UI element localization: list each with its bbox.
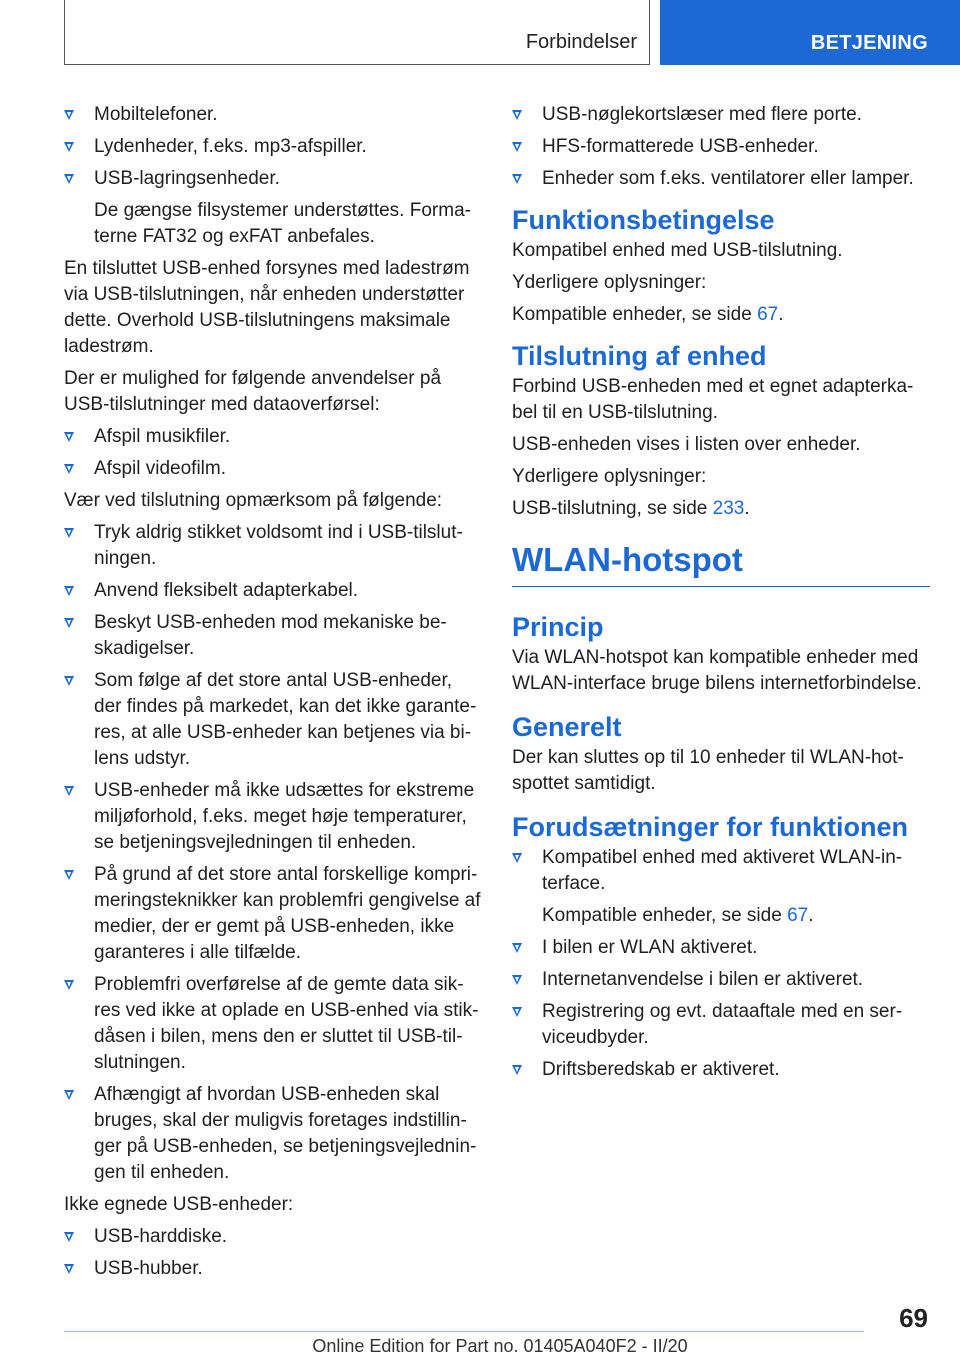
list-item: Registrering og evt. dataaftale med en serviceudbyder. <box>512 999 930 1051</box>
bullet-triangle-icon <box>512 975 522 985</box>
list-item: USB-hubber. <box>64 1256 482 1282</box>
paragraph: USB-enheden vises i listen over enheder. <box>512 434 861 455</box>
page-link[interactable]: 67 <box>757 304 779 325</box>
list-item: I bilen er WLAN aktiveret. <box>512 935 930 961</box>
compatible-note: Kompatible enheder, se side 67. <box>542 905 814 926</box>
bullet-triangle-icon <box>64 174 74 184</box>
bullet-triangle-icon <box>512 174 522 184</box>
heading-tilslutning: Tilslutning af enhed <box>512 341 767 371</box>
header-section-title: Forbindelser <box>525 31 637 53</box>
bullet-triangle-icon <box>64 110 74 120</box>
page-link[interactable]: 67 <box>787 905 809 926</box>
paragraph: Forbind USB-enheden med et egnet adapterkabel til en USB-tilslutning. <box>512 376 914 423</box>
heading-generelt: Generelt <box>512 712 622 742</box>
bullet-triangle-icon <box>64 528 74 538</box>
list-item: HFS-formatterede USB-enheder. <box>512 134 930 160</box>
list-item: Anvend fleksibelt adapterkabel. <box>64 578 482 604</box>
bullet-triangle-icon <box>512 1007 522 1017</box>
heading-funktionsbetingelse: Funktionsbetingelse <box>512 205 775 235</box>
paragraph: Der kan sluttes op til 10 enheder til WLAN-hotspottet samtidigt. <box>512 747 904 794</box>
list-item: På grund af det store antal forskellige komprimeringsteknikker kan problemfri gengivelse af medier, der er gemt på USB-enheden, ikke garanteres i alle tilfælde. <box>64 862 482 966</box>
unsuitable-list-continued <box>512 102 930 192</box>
page-number: 69 <box>899 1303 928 1333</box>
paragraph: Vær ved tilslutning opmærksom på følgende: <box>64 490 443 511</box>
left-column <box>64 102 482 1288</box>
device-list <box>64 102 482 192</box>
list-item: Driftsberedskab er aktiveret. <box>512 1057 930 1083</box>
header-chapter-title: BETJENING <box>810 32 928 54</box>
list-item: Beskyt USB-enheden mod mekaniske beskadigelser. <box>64 610 482 662</box>
list-item: Afspil musikfiler. <box>64 424 482 450</box>
bullet-triangle-icon <box>64 1090 74 1100</box>
right-column <box>512 102 930 1089</box>
list-item: USB-enheder må ikke udsættes for ekstreme miljøforhold, f.eks. meget høje temperaturer, se betjeningsvejledningen til enheden. <box>64 778 482 856</box>
bullet-triangle-icon <box>64 786 74 796</box>
list-item: USB-lagringsenheder. <box>64 166 482 192</box>
page-link[interactable]: 233 <box>712 498 745 519</box>
paragraph: Ikke egnede USB-enheder: <box>64 1194 294 1215</box>
list-item: USB-harddiske. <box>64 1224 482 1250</box>
bullet-triangle-icon <box>512 943 522 953</box>
paragraph: USB-tilslutning, se side 233. <box>512 498 750 519</box>
bullet-triangle-icon <box>64 676 74 686</box>
paragraph: En tilsluttet USB-enhed forsynes med ladestrøm via USB-tilslutningen, når enheden understøtter dette. Overhold USB-tilslutningens maksimale ladestrøm. <box>64 258 470 357</box>
unsuitable-list <box>64 1224 482 1282</box>
list-item: Tryk aldrig stikket voldsomt ind i USB-tilslutningen. <box>64 520 482 572</box>
bullet-triangle-icon <box>64 1264 74 1274</box>
list-item: Internetanvendelse i bilen er aktiveret. <box>512 967 930 993</box>
header-chapter-box <box>660 0 960 65</box>
heading-princip: Princip <box>512 612 604 642</box>
bullet-triangle-icon <box>64 870 74 880</box>
bullet-triangle-icon <box>64 1232 74 1242</box>
bullet-triangle-icon <box>64 980 74 990</box>
list-item: Afspil videofilm. <box>64 456 482 482</box>
bullet-triangle-icon <box>64 142 74 152</box>
paragraph: Kompatible enheder, se side 67. <box>512 304 784 325</box>
list-item: USB-nøglekortslæser med flere porte. <box>512 102 930 128</box>
requirements-list <box>512 845 930 897</box>
usage-list <box>64 424 482 482</box>
list-item: Mobiltelefoner. <box>64 102 482 128</box>
list-item: Lydenheder, f.eks. mp3-afspiller. <box>64 134 482 160</box>
list-item: Problemfri overførelse af de gemte data sikres ved ikke at oplade en USB-enhed via stikdåsen i bilen, mens den er sluttet til USB-tilslutningen. <box>64 972 482 1076</box>
edition-text: Online Edition for Part no. 01405A040F2 - II/20 <box>312 1336 688 1356</box>
bullet-triangle-icon <box>512 1065 522 1075</box>
bullet-triangle-icon <box>64 464 74 474</box>
footer-divider <box>64 1331 864 1332</box>
requirements-list-continued <box>512 935 930 1083</box>
heading-wlan-hotspot: WLAN-hotspot <box>512 540 930 587</box>
list-item: Enheder som f.eks. ventilatorer eller lamper. <box>512 166 930 192</box>
list-item: Som følge af det store antal USB-enheder, der findes på markedet, kan det ikke garanteres, at alle USB-enheder kan betjenes via bilens udstyr. <box>64 668 482 772</box>
paragraph: Der er mulighed for følgende anvendelser på USB-tilslutninger med dataoverførsel: <box>64 368 442 415</box>
precautions-list <box>64 520 482 1186</box>
header-section-box <box>64 0 650 65</box>
bullet-triangle-icon <box>512 142 522 152</box>
paragraph: Yderligere oplysninger: <box>512 272 707 293</box>
bullet-triangle-icon <box>64 432 74 442</box>
bullet-triangle-icon <box>64 586 74 596</box>
bullet-triangle-icon <box>64 618 74 628</box>
paragraph: Kompatibel enhed med USB-tilslutning. <box>512 240 843 261</box>
paragraph: Via WLAN-hotspot kan kompatible enheder med WLAN-interface bruge bilens internetforbindelse. <box>512 647 922 694</box>
bullet-triangle-icon <box>512 110 522 120</box>
list-item: Kompatibel enhed med aktiveret WLAN-interface. <box>512 845 930 897</box>
list-item: Afhængigt af hvordan USB-enheden skal bruges, skal der muligvis foretages indstillinger på USB-enheden, se betjeningsvejledningen til enheden. <box>64 1082 482 1186</box>
filesystem-note: De gængse filsystemer understøttes. Formaterne FAT32 og exFAT anbefales. <box>94 200 471 247</box>
paragraph: Yderligere oplysninger: <box>512 466 707 487</box>
bullet-triangle-icon <box>512 853 522 863</box>
heading-forudsaetninger: Forudsætninger for funktionen <box>512 812 908 842</box>
